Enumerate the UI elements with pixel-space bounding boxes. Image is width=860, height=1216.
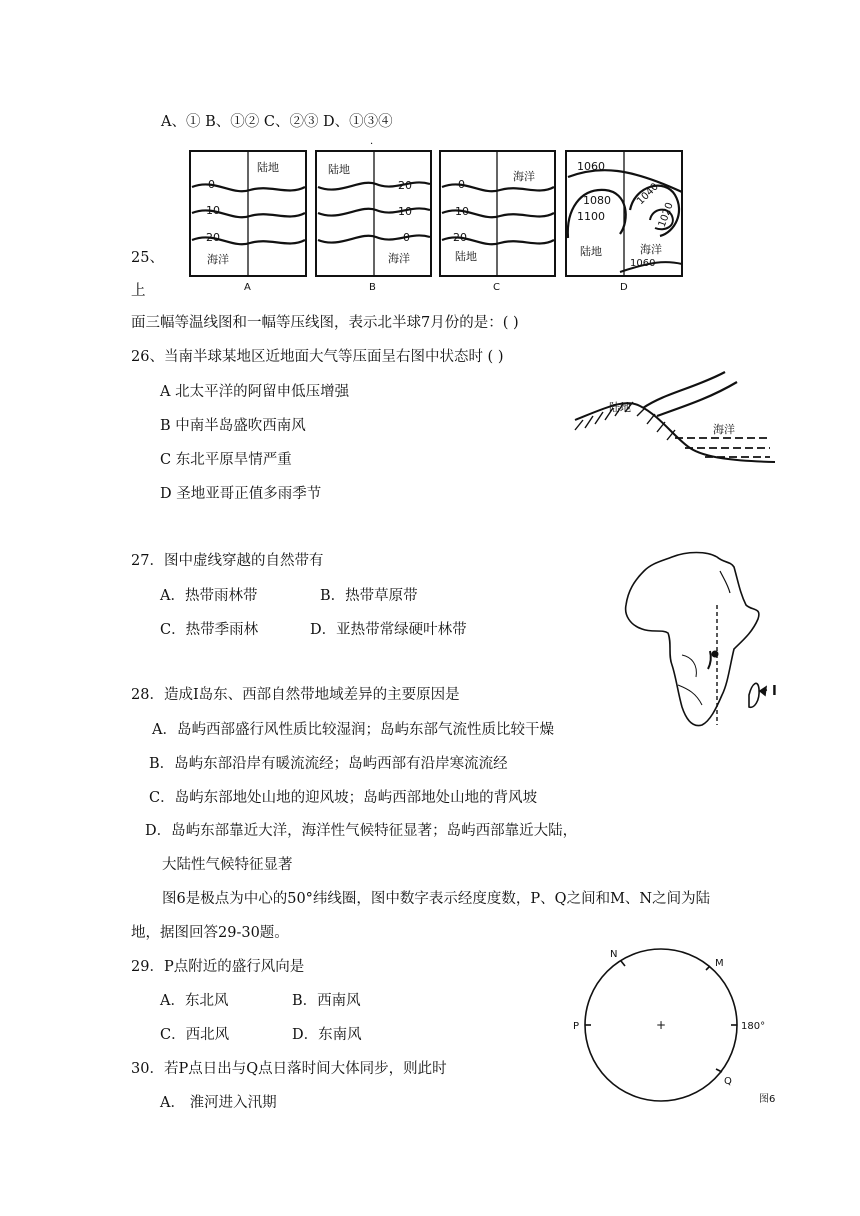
stray-dot: ·: [370, 139, 374, 150]
island-i: [749, 683, 759, 707]
q27-stem: 27．图中虚线穿越的自然带有: [131, 553, 324, 569]
fig6-caption: 图6: [759, 1094, 776, 1105]
q27-option-b: B．热带草原带: [320, 588, 418, 604]
q27-option-d: D．亚热带常绿硬叶林带: [310, 622, 467, 638]
panel-a-land-label: 陆地: [257, 161, 279, 174]
intro-line1: 图6是极点为中心的50°纬线圈，图中数字表示经度度数，P、Q之间和M、N之间为陆: [162, 891, 711, 907]
q27-option-a: A．热带雨林带: [160, 588, 258, 604]
panel-c-caption: C: [493, 282, 500, 293]
q29-option-b: B．西南风: [292, 993, 361, 1009]
intro-line2: 地，据图回答29-30题。: [131, 925, 289, 941]
panel-d-val-1080: 1080: [583, 194, 611, 207]
panel-c-val-1: 0: [458, 178, 465, 191]
q25-continuation: 上: [131, 283, 146, 299]
panel-b-caption: B: [369, 282, 376, 293]
panel-d-val-1100: 1100: [577, 210, 605, 223]
figure-6: [570, 942, 790, 1112]
africa-map: [612, 545, 792, 745]
q24-options: A、① B、①② C、②③ D、①③④: [161, 114, 393, 130]
q26-option-a: A 北太平洋的阿留申低压增强: [160, 384, 350, 400]
q25-number: 25、: [131, 250, 164, 266]
q28-option-c: C．岛屿东部地处山地的迎风坡；岛屿西部地处山地的背风坡: [149, 790, 538, 806]
panel-c-val-3: 20: [453, 231, 467, 244]
q29-option-a: A．东北风: [160, 993, 229, 1009]
panel-d-caption: D: [620, 282, 628, 293]
africa-outline: [626, 553, 759, 726]
q26-figure: [565, 368, 785, 478]
panel-c-val-2: 10: [455, 205, 469, 218]
panel-b-val-3: 0: [403, 231, 410, 244]
island-label: I: [772, 684, 777, 699]
panel-a-val-1: 0: [208, 178, 215, 191]
q28-stem: 28．造成I岛东、西部自然带地域差异的主要原因是: [131, 687, 460, 703]
panel-b-land-label: 陆地: [328, 163, 350, 176]
panel-d-val-1060-b: 1060: [630, 258, 656, 269]
q25-figure: [0, 140, 860, 300]
label-180: 180°: [741, 1021, 766, 1032]
q30-option-a: A． 淮河进入汛期: [160, 1095, 277, 1111]
q29-stem: 29．P点附近的盛行风向是: [131, 959, 305, 975]
q27-option-c: C．热带季雨林: [160, 622, 259, 638]
panel-d-land-label: 陆地: [580, 245, 602, 258]
panel-c-sea-label: 海洋: [513, 170, 535, 183]
panel-d-val-1060: 1060: [577, 160, 605, 173]
q26-option-d: D 圣地亚哥正值多雨季节: [160, 486, 322, 502]
fig26-sea-label: 海洋: [713, 423, 735, 436]
lake-dot: [712, 651, 719, 658]
ground-line: [575, 403, 775, 462]
isobar-1: [643, 372, 725, 408]
q26-stem: 26、当南半球某地区近地面大气等压面呈右图中状态时 ( ): [131, 349, 504, 365]
q29-option-c: C．西北风: [160, 1027, 230, 1043]
q28-option-d-line2: 大陆性气候特征显著: [162, 857, 293, 873]
panel-b-sea-label: 海洋: [388, 252, 410, 265]
q28-option-a: A．岛屿西部盛行风性质比较湿润；岛屿东部气流性质比较干燥: [152, 722, 554, 738]
label-p: P: [573, 1021, 580, 1032]
panel-a-val-3: 20: [206, 231, 220, 244]
panel-d-val-1040: 1040: [635, 181, 661, 208]
panel-d-isobar-1060: [568, 170, 682, 192]
fig26-land-label: 陆地: [609, 401, 631, 414]
q30-stem: 30．若P点日出与Q点日落时间大体同步，则此时: [131, 1061, 447, 1077]
panel-a-val-2: 10: [206, 204, 220, 217]
q26-option-b: B 中南半岛盛吹西南风: [160, 418, 306, 434]
q28-option-b: B．岛屿东部沿岸有暖流流经；岛屿西部有沿岸寒流流经: [149, 756, 508, 772]
panel-c-land-label: 陆地: [455, 250, 477, 263]
panel-a-caption: A: [244, 282, 251, 293]
panel-d-sea-label: 海洋: [640, 243, 662, 256]
q26-option-c: C 东北平原旱情严重: [160, 452, 292, 468]
panel-d-val-1020: 1020: [656, 201, 676, 229]
q28-option-d-line1: D．岛屿东部靠近大洋，海洋性气候特征显著；岛屿西部靠近大陆，: [145, 823, 578, 839]
label-m: M: [715, 958, 724, 969]
label-q: Q: [724, 1076, 732, 1087]
label-n: N: [610, 949, 618, 960]
panel-b-val-1: 20: [398, 179, 412, 192]
island-arrow: [760, 687, 766, 695]
isobar-2: [657, 382, 737, 416]
panel-a-sea-label: 海洋: [207, 253, 229, 266]
panel-b-val-2: 10: [398, 205, 412, 218]
q25-text: 面三幅等温线图和一幅等压线图，表示北半球7月份的是：( ): [131, 315, 519, 331]
pole-center: +: [656, 1018, 667, 1032]
q29-option-d: D．东南风: [292, 1027, 362, 1043]
